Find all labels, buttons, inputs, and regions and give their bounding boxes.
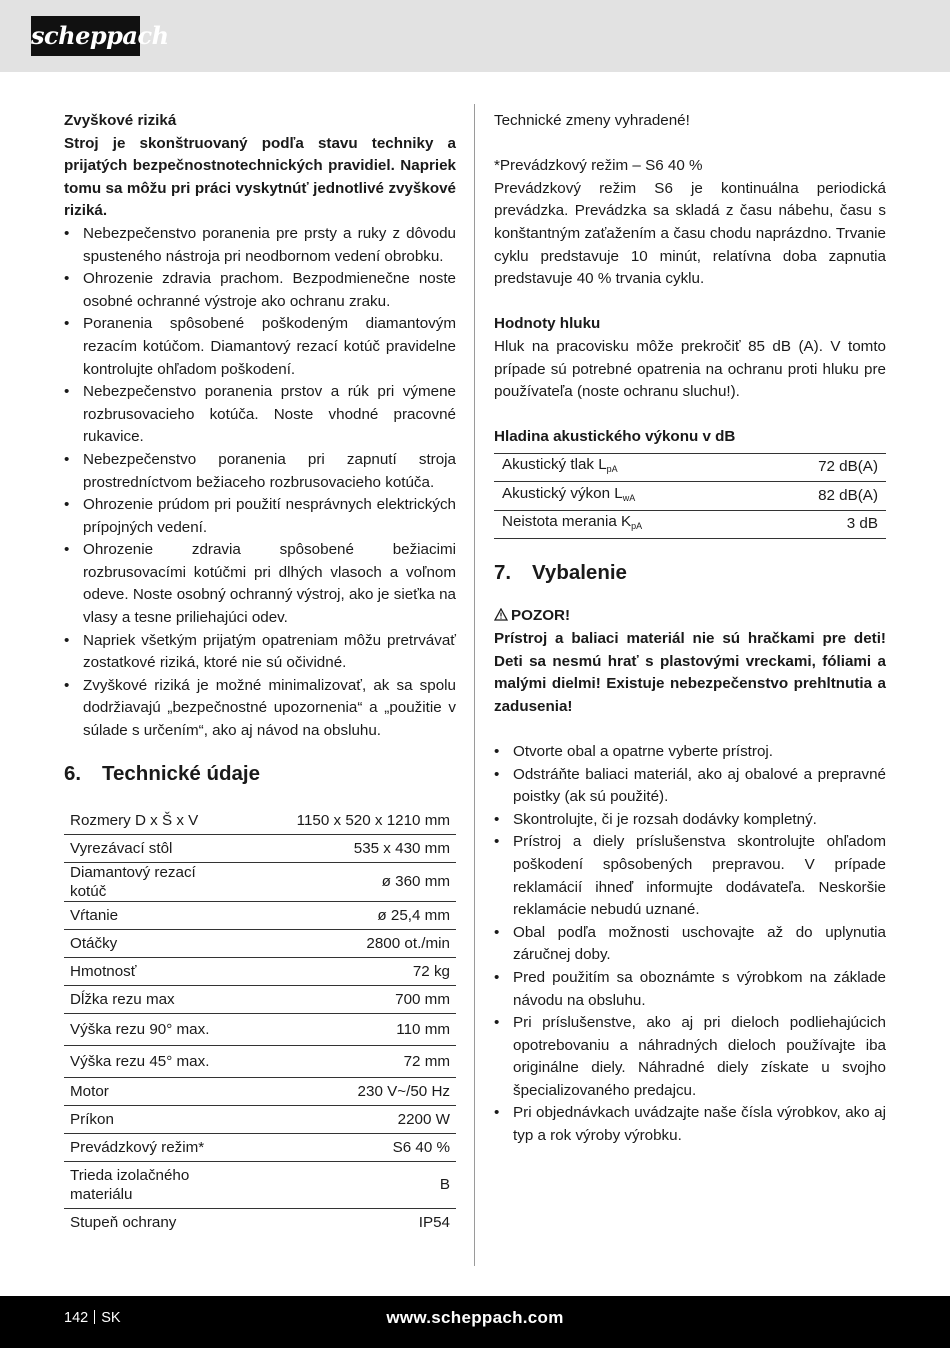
list-item: • Otvorte obal a opatrne vyberte prístroj. <box>494 741 886 764</box>
warning-label: POZOR! <box>511 607 571 625</box>
operating-mode-title: *Prevádzkový režim – S6 40 % <box>494 157 703 175</box>
tech-data-table <box>64 807 456 1236</box>
table-row <box>64 862 456 901</box>
noise-title: Hodnoty hluku <box>494 315 601 333</box>
table-cell-value: 230 V~/50 Hz <box>226 1077 456 1105</box>
list-item: • Pri objednávkach uvádzajte naše čísla výrobkov, ako aj typ a rok výroby výrobku. <box>494 1102 886 1147</box>
table-row <box>64 1045 456 1077</box>
left-column <box>64 110 456 1236</box>
page-number: 142 <box>64 1310 89 1326</box>
table-cell-label <box>494 510 758 539</box>
table-cell-value: 72 mm <box>226 1045 456 1077</box>
scheppach-logo: scheppach <box>31 16 140 56</box>
table-row <box>494 482 886 511</box>
noise-label-subscript: pA <box>606 464 618 475</box>
noise-label: Neistota merania K <box>502 513 632 531</box>
noise-table <box>494 453 886 540</box>
table-cell-value: ø 25,4 mm <box>226 901 456 929</box>
technical-changes-note: Technické zmeny vyhradené! <box>494 112 690 129</box>
list-item: • Prístroj a diely príslušenstva skontrolujte ohľadom poškodení spôsobených prepravou. V prípade reklamácií ihneď informujte dodávateľa. Neskoršie reklamácie nebudú uznané. <box>494 831 886 921</box>
table-cell-label <box>494 482 758 511</box>
table-row <box>64 1077 456 1105</box>
table-cell-label: Výška rezu 45° max. <box>64 1045 226 1077</box>
risks-intro: Stroj je skonštruovaný podľa stavu techniky a prijatých bezpečnostnotechnických pravidiel. Napriek tomu sa môžu pri práci vyskytnúť jednotlivé zvyškové riziká. <box>64 134 456 220</box>
table-cell-label: Rozmery D x Š x V <box>64 807 226 835</box>
table-cell-value: B <box>226 1161 456 1208</box>
list-item: • Nebezpečenstvo poranenia pri zapnutí stroja prostredníctvom bežiaceho rozbrusovacieho kotúča. <box>64 449 456 494</box>
table-cell-label: Otáčky <box>64 929 226 957</box>
table-row <box>64 985 456 1013</box>
table-cell-value: 82 dB(A) <box>758 482 886 511</box>
noise-label: Akustický tlak L <box>502 456 607 474</box>
unpacking-list <box>494 741 886 1148</box>
table-cell-value: 110 mm <box>226 1013 456 1045</box>
list-item: • Zvyškové riziká je možné minimalizovať, ak sa spolu dodržiavajú „bezpečnostné upozornenia“ a „použitie v súlade s určením“, ako aj návod na obsluhu. <box>64 675 456 743</box>
table-row <box>64 1105 456 1133</box>
section-title: Vybalenie <box>532 561 627 585</box>
table-cell-label: Dĺžka rezu max <box>64 985 226 1013</box>
table-cell-value: 535 x 430 mm <box>226 834 456 862</box>
table-cell-value: 1150 x 520 x 1210 mm <box>226 807 456 835</box>
table-cell-value: 2200 W <box>226 1105 456 1133</box>
list-item: • Nebezpečenstvo poranenia prstov a rúk pri výmene rozbrusovacieho kotúča. Noste vhodné pracovné rukavice. <box>64 381 456 449</box>
table-cell-value: 72 kg <box>226 957 456 985</box>
table-cell-value: 2800 ot./min <box>226 929 456 957</box>
operating-mode-text: Prevádzkový režim S6 je kontinuálna periodická prevádzka. Prevádzka sa skladá z času nábehu, času s konštantným zaťažením a času chodu naprázdno. Trvanie cyklu predstavuje 10 minút, relatívna doba zapnutia predstavuje 40 % trvania cyklu. <box>494 179 886 288</box>
table-row <box>64 929 456 957</box>
table-row <box>64 1013 456 1045</box>
risks-title: Zvyškové riziká <box>64 112 177 129</box>
section-title: Technické údaje <box>102 761 260 785</box>
noise-label-subscript: wA <box>622 492 636 503</box>
noise-label: Akustický výkon L <box>502 484 623 502</box>
table-cell-label: Vyrezávací stôl <box>64 834 226 862</box>
table-row <box>494 510 886 539</box>
table-cell-value: 3 dB <box>758 510 886 539</box>
table-cell-label: Trieda izolačného materiálu <box>64 1161 226 1208</box>
warning-heading <box>494 605 886 628</box>
table-row <box>64 1161 456 1208</box>
warning-triangle-icon <box>494 608 508 621</box>
table-cell-value: 700 mm <box>226 985 456 1013</box>
section-number: 7. <box>494 561 512 585</box>
table-cell-label <box>494 453 758 482</box>
table-cell-value: 72 dB(A) <box>758 453 886 482</box>
section-number: 6. <box>64 761 82 785</box>
list-item: • Pred použitím sa oboznámte s výrobkom na základe návodu na obsluhu. <box>494 967 886 1012</box>
table-cell-label: Hmotnosť <box>64 957 226 985</box>
list-item: • Napriek všetkým prijatým opatreniam môžu pretrvávať zostatkové riziká, ktoré nie sú očividné. <box>64 630 456 675</box>
list-item: • Poranenia spôsobené poškodeným diamantovým rezacím kotúčom. Diamantový rezací kotúč pravidelne kontrolujte ohľadom poškodení. <box>64 313 456 381</box>
website-link[interactable]: www.scheppach.com <box>386 1308 564 1327</box>
noise-text: Hluk na pracovisku môže prekročiť 85 dB (A). V tomto prípade sú potrebné opatrenia na ochranu proti hluku pre používateľa (noste ochranu sluchu!). <box>494 337 886 401</box>
section-6-heading <box>64 760 456 788</box>
table-row <box>494 453 886 482</box>
risks-list <box>64 223 456 743</box>
right-column <box>494 110 886 1148</box>
table-row <box>64 901 456 929</box>
warning-text: Prístroj a baliaci materiál nie sú hračkami pre deti! Deti sa nesmú hrať s plastovými vreckami, fóliami a malými dielmi! Existuje nebezpečenstvo prehltnutia a zadusenia! <box>494 630 886 715</box>
table-cell-value: IP54 <box>418 1213 450 1231</box>
column-divider <box>474 104 475 1266</box>
table-cell-label: Výška rezu 90° max. <box>64 1013 226 1045</box>
list-item: • Ohrozenie zdravia prachom. Bezpodmienečne noste osobné ochranné výstroje ako ochranu zraku. <box>64 268 456 313</box>
list-item: • Nebezpečenstvo poranenia pre prsty a ruky z dôvodu spusteného nástroja pri neodbornom vedení obrobku. <box>64 223 456 268</box>
list-item: • Ohrozenie zdravia spôsobené bežiacimi rozbrusovacími kotúčmi pri dlhých vlasoch a voľnom odeve. Noste osobný ochranný výstroj, ako je sieťka na vlasy a tesne priliehajúci odev. <box>64 539 456 629</box>
language-code: SK <box>101 1310 121 1326</box>
table-cell-value: S6 40 % <box>226 1133 456 1161</box>
footer-bar <box>0 1296 950 1348</box>
table-cell-label: Diamantový rezací kotúč <box>64 862 226 901</box>
table-cell-label: Stupeň ochrany <box>70 1213 177 1231</box>
noise-label-subscript: pA <box>631 521 643 532</box>
table-row <box>64 834 456 862</box>
top-bar <box>0 0 950 72</box>
table-row <box>64 957 456 985</box>
table-row <box>64 1133 456 1161</box>
list-item: • Obal podľa možnosti uschovajte až do uplynutia záručnej doby. <box>494 922 886 967</box>
table-row <box>64 807 456 835</box>
list-item: • Pri príslušenstve, ako aj pri dieloch podliehajúcich opotrebovaniu a náhradných dieloch používajte iba originálne diely. Náhradné diely získate u svojho špecializovaného predajcu. <box>494 1012 886 1102</box>
table-row <box>64 1208 456 1236</box>
table-cell-label: Motor <box>64 1077 226 1105</box>
list-item: • Ohrozenie prúdom pri použití nesprávnych elektrických prípojných vedení. <box>64 494 456 539</box>
table-cell-label: Prevádzkový režim* <box>64 1133 226 1161</box>
table-cell-value: ø 360 mm <box>226 862 456 901</box>
table-cell-label: Vŕtanie <box>64 901 226 929</box>
sound-power-title: Hladina akustického výkonu v dB <box>494 428 736 446</box>
list-item: • Odstráňte baliaci materiál, ako aj obalové a prepravné poistky (ak sú použité). <box>494 764 886 809</box>
list-item: • Skontrolujte, či je rozsah dodávky kompletný. <box>494 809 886 832</box>
section-7-heading <box>494 559 886 587</box>
table-cell-label: Príkon <box>64 1105 226 1133</box>
